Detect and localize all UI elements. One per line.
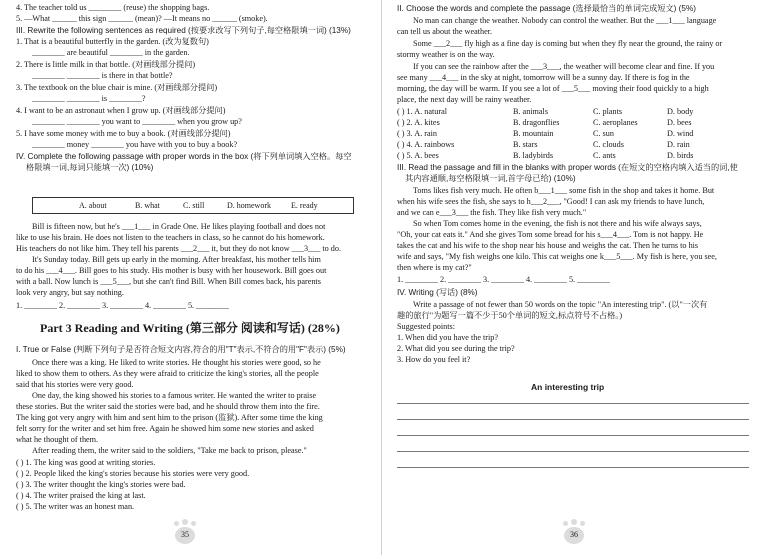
rewrite-2-answer: ________ ________ is there in that bottle?	[32, 71, 173, 80]
paw-icon	[182, 519, 188, 525]
story-line: One day, the king showed his stories to a famous writer. He wanted the writer to praise	[32, 391, 317, 400]
fish-story-line: Toms likes fish very much. He often b___1___ some fish in the shop and takes it home. But	[413, 186, 715, 195]
choice-5-c: C. ants	[593, 151, 616, 160]
word-d: D. homework	[227, 201, 271, 210]
fish-story-line: and we can e___3___ the fish. They like fish very much."	[397, 208, 587, 217]
passage-line: His teachers do not like him. They tell his parents ___2___ it, but they do not know ___3___ to do.	[16, 244, 342, 253]
rewrite-5-answer: ________ money ________ you have with you to buy a book?	[32, 140, 238, 149]
book-spine	[381, 0, 382, 555]
writing-title: IV. Writing (写话) (8%)	[397, 288, 478, 297]
weather-line: stormy weather is on the way.	[397, 50, 495, 59]
word-a: A. about	[79, 201, 107, 210]
choice-5-d: D. birds	[667, 151, 694, 160]
paw-icon	[563, 521, 568, 526]
choice-1-c: C. plants	[593, 107, 623, 116]
choice-3-b: B. mountain	[513, 129, 554, 138]
paw-icon	[571, 519, 577, 525]
answer-blanks: 1. ________ 2. ________ 3. ________ 4. ________ 5. ________	[16, 301, 229, 310]
suggested-point-1: 1. When did you have the trip?	[397, 333, 499, 342]
fish-story-line: takes the cat and his wife to the shop near his house and weighs the cat. Then he turns to his	[397, 241, 699, 250]
writing-line[interactable]	[397, 419, 749, 420]
fish-story-line: "Oh, your cat eats it." And she gives Tom some bread for his s___4___. Tom is not happy. He	[397, 230, 704, 239]
suggested-point-2: 2. What did you see during the trip?	[397, 344, 515, 353]
question-5: 5. —What ______ this sign ______ (mean)? —It means no ______ (smoke).	[16, 14, 268, 23]
weather-line: No man can change the weather. Nobody can control the weather. But the ___1___ language	[413, 16, 717, 25]
choice-5-a: ( ) 5. A. bees	[397, 151, 439, 160]
question-4: 4. The teacher told us ________ (reuse) the shopping bags.	[16, 3, 210, 12]
rewrite-5-question: 5. I have some money with me to buy a book. (对画线部分提问)	[16, 129, 231, 138]
fish-story-line: when his wife sees the fish, she says to h___2___, "Good! I can ask my friends to have lunch,	[397, 197, 705, 206]
story-line: these stories. But the writer said the stories were bad, and he should throw them into the fire.	[16, 402, 320, 411]
choice-2-d: D. bees	[667, 118, 692, 127]
choice-3-c: C. sun	[593, 129, 614, 138]
choice-1-d: D. body	[667, 107, 694, 116]
writing-line[interactable]	[397, 435, 749, 436]
choice-1-b: B. animals	[513, 107, 549, 116]
rewrite-1-question: 1. That is a beautiful butterfly in the garden. (改为复数句)	[16, 37, 209, 46]
writing-instruction-cont: 趣的旅行"为题写一篇不少于50个单词的短文,标点符号不占格。)	[397, 311, 623, 320]
answer-blanks: 1. ________ 2. ________ 3. ________ 4. ________ 5. ________	[397, 275, 610, 284]
story-line: The king got very angry with him and sent him to the prison (监狱). After some time the king	[16, 413, 323, 422]
choice-1-a: ( ) 1. A. natural	[397, 107, 448, 116]
choice-2-b: B. dragonflies	[513, 118, 560, 127]
suggested-point-3: 3. How do you feel it?	[397, 355, 471, 364]
tf-item-3: ( ) 3. The writer thought the king's stories were bad.	[16, 480, 186, 489]
tf-item-4: ( ) 4. The writer praised the king at last.	[16, 491, 146, 500]
choice-3-d: D. wind	[667, 129, 694, 138]
story-line: felt sorry for the writer and set him free. Again he showed him some new stories and asked	[16, 424, 314, 433]
essay-title: An interesting trip	[531, 382, 605, 392]
writing-line[interactable]	[397, 403, 749, 404]
page-number: 35	[181, 530, 189, 539]
passage-line: It's Sunday today. Bill gets up early in the morning. After breakfast, his mother tells him	[32, 255, 321, 264]
passage-line: look very angry, but say nothing.	[16, 288, 124, 297]
choice-4-d: D. rain	[667, 140, 690, 149]
weather-line: place, the next day will be rainy weather.	[397, 95, 532, 104]
choice-4-c: C. clouds	[593, 140, 624, 149]
story-line: liked to show them to others. As they were afraid to criticize the king's stories, all the people	[16, 369, 319, 378]
choice-3-a: ( ) 3. A. rain	[397, 129, 438, 138]
word-e: E. ready	[291, 201, 318, 210]
writing-line[interactable]	[397, 467, 749, 468]
tf-item-2: ( ) 2. People liked the king's stories because his stories were very good.	[16, 469, 250, 478]
fish-story-line: So when Tom comes home in the evening, the fish is not there and his wife always says,	[413, 219, 702, 228]
section-4-title: IV. Complete the following passage with proper words in the box (将下列单词填入空格。每空	[16, 152, 352, 161]
choice-5-b: B. ladybirds	[513, 151, 554, 160]
weather-line: Some ___2___ fly high as a fine day is coming but when they fly near the ground, the rainy or	[413, 39, 723, 48]
page-number-35	[170, 519, 200, 547]
weather-line: see many ___4___ in the sky at night, tomorrow will be a sunny day. If there is fog in the	[397, 73, 690, 82]
choice-2-a: ( ) 2. A. kites	[397, 118, 440, 127]
passage-line: like to use his brain. He does not listen to the teachers in class, so he cannot do his homework.	[16, 233, 325, 242]
section-3-title: III. Read the passage and fill in the blanks with proper words (在短文的空格内填入适当的词,使	[397, 163, 738, 172]
paw-icon	[174, 521, 179, 526]
choice-4-b: B. stars	[513, 140, 538, 149]
weather-line: can tell us about the weather.	[397, 27, 493, 36]
section-3-title-cont: 其内容通顺,每空格限填一词,首字母已给) (10%)	[405, 174, 576, 183]
story-line: After reading them, the writer said to the soldiers, "Take me back to prison, please."	[32, 446, 307, 455]
rewrite-1-answer: ________ are beautiful ________ in the garden.	[32, 48, 190, 57]
story-line: what he thought of them.	[16, 435, 99, 444]
rewrite-4-answer: ________ ________ you want to ________ when you grow up?	[32, 117, 242, 126]
section-4-title-cont: 格限填一词,每词只能填一次) (10%)	[26, 163, 154, 172]
true-false-title: I. True or False (判断下列句子是否符合短文内容,符合的用"T"表示,不符合的用"F"表示) (5%)	[16, 345, 346, 354]
passage-line: with a ball. Now lunch is ___5___, but she can't find Bill. When Bill comes back, his parents	[16, 277, 321, 286]
fish-story-line: wife and says, "My fish weighs one kilo. This cat weighs one k___5___. My fish is here, you see,	[397, 252, 717, 261]
section-3-title: III. Rewrite the following sentences as required (按要求改写下列句子,每空格限填一词) (13%)	[16, 26, 351, 35]
page-number-36	[559, 519, 589, 547]
paw-icon	[580, 521, 585, 526]
rewrite-3-answer: ________ ________ is ________?	[32, 94, 146, 103]
section-2-title: II. Choose the words and complete the passage (选择最恰当的单词完成短文) (5%)	[397, 4, 696, 13]
suggested-points-label: Suggested points:	[397, 322, 455, 331]
left-page	[0, 0, 382, 555]
rewrite-2-question: 2. There is little milk in that bottle. (对画线部分提问)	[16, 60, 196, 69]
choice-2-c: C. aeroplanes	[593, 118, 638, 127]
weather-line: If you can see the rainbow after the ___3___, the weather will become clear and fine. If you	[413, 62, 715, 71]
rewrite-4-question: 4. I want to be an astronaut when I grow up. (对画线部分提问)	[16, 106, 226, 115]
word-box	[32, 197, 354, 214]
fish-story-line: then where is my cat?"	[397, 263, 472, 272]
tf-item-5: ( ) 5. The writer was an honest man.	[16, 502, 135, 511]
writing-line[interactable]	[397, 451, 749, 452]
page-number: 36	[570, 530, 578, 539]
rewrite-3-question: 3. The textbook on the blue chair is mine. (对画线部分提问)	[16, 83, 218, 92]
passage-line: Bill is fifteen now, but he's ___1___ in Grade One. He likes playing football and does not	[32, 222, 326, 231]
word-c: C. still	[183, 201, 205, 210]
story-line: said that his stories were very good.	[16, 380, 134, 389]
paw-icon	[191, 521, 196, 526]
tf-item-1: ( ) 1. The king was good at writing stories.	[16, 458, 156, 467]
passage-line: to do his ___4___. Bill goes to his study. His mother is busy with her housework. Bill goes out	[16, 266, 327, 275]
choice-4-a: ( ) 4. A. rainbows	[397, 140, 455, 149]
weather-line: morning, the day will be warm. If you see a lot of ___5___ moving their food quickly to a high	[397, 84, 709, 93]
writing-instruction: Write a passage of not fewer than 50 words on the topic "An interesting trip". (以"一次有	[413, 300, 708, 309]
word-b: B. what	[135, 201, 160, 210]
right-page	[383, 0, 765, 555]
part-3-title: Part 3 Reading and Writing (第三部分 阅读和写话) (28%)	[40, 321, 340, 335]
story-line: Once there was a king. He liked to write stories. He thought his stories were good, so he	[32, 358, 321, 367]
